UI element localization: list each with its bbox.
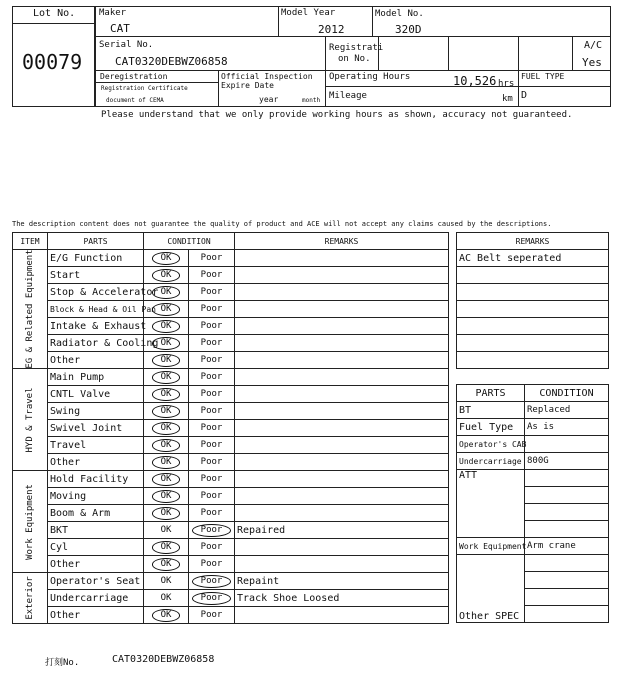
condition-ok-cell <box>144 267 189 284</box>
condition-ok-cell <box>144 420 189 437</box>
condition-poor-cell <box>189 250 235 267</box>
registration-label-1: Registrati <box>329 43 384 53</box>
condition-poor-cell <box>189 301 235 318</box>
condition-ok-cell <box>144 556 189 573</box>
condition-poor: Poor <box>200 423 223 433</box>
inspection-row <box>13 437 449 454</box>
model-no-label: Model No. <box>375 9 424 19</box>
part-name: Other <box>48 352 144 369</box>
other-spec-label: Other SPEC <box>457 555 525 623</box>
item-group-label: Work Equipment <box>25 483 35 560</box>
part-name: Block & Head & Oil Pan <box>48 301 144 318</box>
item-group-cell <box>13 369 48 471</box>
att-value-4 <box>525 521 609 538</box>
item-group-label: HYD & Travel <box>25 386 35 453</box>
remark-cell <box>235 539 449 556</box>
remark-cell <box>235 284 449 301</box>
condition-ok-circled: OK <box>152 609 181 622</box>
part-name: E/G Function <box>48 250 144 267</box>
inspection-row <box>13 420 449 437</box>
condition-poor: Poor <box>200 304 223 314</box>
right-condition-header: CONDITION <box>525 385 609 402</box>
model-no-value: 320D <box>395 23 422 36</box>
inspection-row <box>13 556 449 573</box>
part-name: Cyl <box>48 539 144 556</box>
item-group-cell <box>13 250 48 369</box>
model-year-value: 2012 <box>318 23 345 36</box>
condition-poor-cell <box>189 454 235 471</box>
inspection-row <box>13 267 449 284</box>
condition-poor: Poor <box>200 474 223 484</box>
condition-poor-cell <box>189 607 235 624</box>
undercarriage-value: 800G <box>525 453 609 470</box>
part-name: Undercarriage <box>48 590 144 607</box>
condition-poor: Poor <box>200 406 223 416</box>
fuel-type-value: D <box>521 90 528 101</box>
work-equipment-value: Arm crane <box>525 538 609 555</box>
inspection-row <box>13 318 449 335</box>
remark-cell <box>235 403 449 420</box>
bt-label: BT <box>457 402 525 419</box>
right-remark-blank <box>457 318 609 335</box>
part-name: Boom & Arm <box>48 505 144 522</box>
condition-poor-cell <box>189 386 235 403</box>
part-name: Operator's Seat <box>48 573 144 590</box>
other-spec-value-4 <box>525 606 609 623</box>
remark-cell <box>235 556 449 573</box>
condition-ok-circled: OK <box>152 337 181 350</box>
right-remark-blank <box>457 267 609 284</box>
condition-ok-cell <box>144 522 189 539</box>
inspection-row <box>13 590 449 607</box>
remark-cell <box>235 505 449 522</box>
condition-poor: Poor <box>200 457 223 467</box>
remark-cell <box>235 301 449 318</box>
condition-ok-circled: OK <box>152 422 181 435</box>
stamp-value: CAT0320DEBWZ06858 <box>112 654 215 665</box>
condition-ok-circled: OK <box>152 405 181 418</box>
registration-certificate-label: Registration Certificate <box>101 85 188 92</box>
condition-ok-cell <box>144 352 189 369</box>
condition-poor: Poor <box>200 253 223 263</box>
condition-poor-cell <box>189 590 235 607</box>
maker-value: CAT <box>110 22 130 35</box>
right-remark-blank <box>457 284 609 301</box>
remark-cell <box>235 369 449 386</box>
inspection-row <box>13 301 449 318</box>
inspection-row <box>13 335 449 352</box>
item-group-cell <box>13 471 48 573</box>
part-name: Hold Facility <box>48 471 144 488</box>
remark-cell <box>235 488 449 505</box>
col-item-header: ITEM <box>13 233 48 250</box>
condition-poor-circled: Poor <box>192 575 232 588</box>
condition-ok-cell <box>144 488 189 505</box>
condition-poor-cell <box>189 335 235 352</box>
part-name: Stop & Accelerator <box>48 284 144 301</box>
condition-ok-circled: OK <box>152 269 181 282</box>
item-group-cell <box>13 573 48 624</box>
col-parts-header: PARTS <box>48 233 144 250</box>
condition-poor: Poor <box>200 355 223 365</box>
condition-ok-cell <box>144 369 189 386</box>
ac-value: Yes <box>582 56 602 69</box>
condition-poor: Poor <box>200 542 223 552</box>
condition-ok-circled: OK <box>152 371 181 384</box>
mileage-label: Mileage <box>329 91 367 101</box>
condition-poor: Poor <box>200 491 223 501</box>
condition-ok-circled: OK <box>152 388 181 401</box>
right-parts-header: PARTS <box>457 385 525 402</box>
right-remark-blank <box>457 352 609 369</box>
condition-poor: Poor <box>200 559 223 569</box>
inspection-row <box>13 284 449 301</box>
condition-poor-cell <box>189 369 235 386</box>
condition-poor: Poor <box>200 321 223 331</box>
right-remarks-header: REMARKS <box>457 233 609 250</box>
inspection-row <box>13 352 449 369</box>
inspection-row <box>13 505 449 522</box>
serial-value: CAT0320DEBWZ06858 <box>115 55 228 68</box>
inspection-row <box>13 386 449 403</box>
inspection-row <box>13 369 449 386</box>
condition-ok-cell <box>144 539 189 556</box>
condition-ok-circled: OK <box>152 354 181 367</box>
condition-poor-cell <box>189 267 235 284</box>
condition-ok-cell <box>144 573 189 590</box>
remark-cell <box>235 454 449 471</box>
remark-cell <box>235 607 449 624</box>
bt-value: Replaced <box>525 402 609 419</box>
remark-cell: Repaint <box>235 573 449 590</box>
right-remark-blank <box>457 301 609 318</box>
condition-poor-cell <box>189 505 235 522</box>
inspection-row <box>13 522 449 539</box>
lot-no-value: 00079 <box>22 50 83 74</box>
condition-ok-circled: OK <box>152 558 181 571</box>
condition-poor-cell <box>189 471 235 488</box>
part-name: Main Pump <box>48 369 144 386</box>
condition-ok: OK <box>160 593 172 603</box>
part-name: Other <box>48 556 144 573</box>
inspection-row <box>13 573 449 590</box>
month-label: month <box>302 97 321 104</box>
condition-ok-cell <box>144 590 189 607</box>
condition-ok-circled: OK <box>152 439 181 452</box>
item-group-label: Exterior <box>25 576 35 620</box>
undercarriage-label: Undercarriage <box>457 453 525 470</box>
remark-cell <box>235 420 449 437</box>
condition-poor: Poor <box>200 287 223 297</box>
official-inspection-label: Official Inspection <box>221 72 313 81</box>
condition-ok: OK <box>160 576 172 586</box>
condition-poor: Poor <box>200 440 223 450</box>
working-hours-note: Please understand that we only provide working hours as shown, accuracy not guaranteed. <box>101 110 573 120</box>
remark-cell <box>235 318 449 335</box>
condition-ok-cell <box>144 386 189 403</box>
remark-cell <box>235 250 449 267</box>
condition-poor: Poor <box>200 610 223 620</box>
condition-poor-cell <box>189 573 235 590</box>
condition-poor-cell <box>189 539 235 556</box>
inspection-row <box>13 250 449 267</box>
registration-label-2: on No. <box>338 54 371 64</box>
hrs-unit: hrs <box>498 79 515 89</box>
condition-ok-cell <box>144 454 189 471</box>
condition-ok-circled: OK <box>152 507 181 520</box>
remark-cell <box>235 267 449 284</box>
remark-cell <box>235 437 449 454</box>
condition-poor-cell <box>189 403 235 420</box>
part-name: Moving <box>48 488 144 505</box>
inspection-row <box>13 403 449 420</box>
condition-poor-cell <box>189 284 235 301</box>
operators-cab-value <box>525 436 609 453</box>
inspection-row <box>13 471 449 488</box>
condition-poor-cell <box>189 556 235 573</box>
col-remarks-header: REMARKS <box>235 233 449 250</box>
condition-poor: Poor <box>200 338 223 348</box>
part-name: CNTL Valve <box>48 386 144 403</box>
att-value-1 <box>525 470 609 487</box>
part-name: BKT <box>48 522 144 539</box>
inspection-table <box>12 232 449 624</box>
condition-ok-circled: OK <box>152 541 181 554</box>
km-unit: km <box>502 94 513 104</box>
right-parts-table <box>456 384 609 623</box>
inspection-row <box>13 607 449 624</box>
condition-poor: Poor <box>200 372 223 382</box>
condition-ok-cell <box>144 471 189 488</box>
att-value-3 <box>525 504 609 521</box>
expire-date-label: Expire Date <box>221 81 274 90</box>
condition-poor-circled: Poor <box>192 592 232 605</box>
work-equipment-label: Work Equipment <box>457 538 525 555</box>
document-cema-label: document of CEMA <box>106 97 164 104</box>
inspection-row <box>13 488 449 505</box>
att-value-2 <box>525 487 609 504</box>
condition-ok-cell <box>144 505 189 522</box>
remark-cell <box>235 352 449 369</box>
condition-ok-circled: OK <box>152 490 181 503</box>
disclaimer-text: The description content does not guarantee the quality of product and ACE will not accept any claims caused by the descriptions. <box>12 220 552 228</box>
att-label: ATT <box>457 470 525 538</box>
other-spec-value-1 <box>525 555 609 572</box>
condition-poor: Poor <box>200 270 223 280</box>
serial-label: Serial No. <box>99 40 154 50</box>
model-year-label: Model Year <box>281 8 336 18</box>
lot-no-label: Lot No. <box>33 8 76 19</box>
operating-hours-label: Operating Hours <box>329 72 411 82</box>
inspection-header-row <box>13 233 449 250</box>
condition-ok-circled: OK <box>152 252 181 265</box>
condition-ok-circled: OK <box>152 303 181 316</box>
remark-cell: Repaired <box>235 522 449 539</box>
part-name: Swing <box>48 403 144 420</box>
condition-poor-cell <box>189 488 235 505</box>
right-remark-1: AC Belt seperated <box>457 250 609 267</box>
col-condition-header: CONDITION <box>144 233 235 250</box>
condition-ok-circled: OK <box>152 456 181 469</box>
other-spec-value-3 <box>525 589 609 606</box>
remark-cell <box>235 386 449 403</box>
condition-ok-cell <box>144 250 189 267</box>
remark-cell <box>235 335 449 352</box>
condition-ok-circled: OK <box>152 286 181 299</box>
remark-cell <box>235 471 449 488</box>
part-name: Other <box>48 607 144 624</box>
part-name: Radiator & Cooling <box>48 335 144 352</box>
condition-ok-cell <box>144 403 189 420</box>
condition-poor-cell <box>189 522 235 539</box>
part-name: Start <box>48 267 144 284</box>
condition-poor: Poor <box>200 508 223 518</box>
part-name: Swivel Joint <box>48 420 144 437</box>
condition-ok: OK <box>160 525 172 535</box>
condition-ok-cell <box>144 607 189 624</box>
stamp-label: 打刻No. <box>45 658 80 668</box>
condition-poor: Poor <box>200 389 223 399</box>
year-label: year <box>259 95 279 104</box>
right-remark-blank <box>457 335 609 352</box>
condition-ok-circled: OK <box>152 473 181 486</box>
part-name: Travel <box>48 437 144 454</box>
condition-poor-cell <box>189 318 235 335</box>
condition-poor-cell <box>189 352 235 369</box>
fuel-type-row-label: Fuel Type <box>457 419 525 436</box>
remark-cell: Track Shoe Loosed <box>235 590 449 607</box>
maker-label: Maker <box>99 8 127 18</box>
fuel-type-label: FUEL TYPE <box>521 72 565 81</box>
deregistration-label: Deregistration <box>100 72 168 81</box>
operators-cab-label: Operator's CAB <box>457 436 525 453</box>
ac-label: A/C <box>584 40 603 51</box>
part-name: Other <box>48 454 144 471</box>
inspection-row <box>13 539 449 556</box>
condition-poor-cell <box>189 437 235 454</box>
fuel-type-row-value: As is <box>525 419 609 436</box>
item-group-label: EG & Related Equipment <box>25 249 35 369</box>
condition-ok-cell <box>144 318 189 335</box>
operating-hours-value: 10,526 <box>453 74 497 88</box>
right-remarks-table <box>456 232 609 369</box>
part-name: Intake & Exhaust <box>48 318 144 335</box>
condition-poor-circled: Poor <box>192 524 232 537</box>
inspection-row <box>13 454 449 471</box>
condition-ok-cell <box>144 437 189 454</box>
other-spec-value-2 <box>525 572 609 589</box>
condition-ok-circled: OK <box>152 320 181 333</box>
condition-poor-cell <box>189 420 235 437</box>
